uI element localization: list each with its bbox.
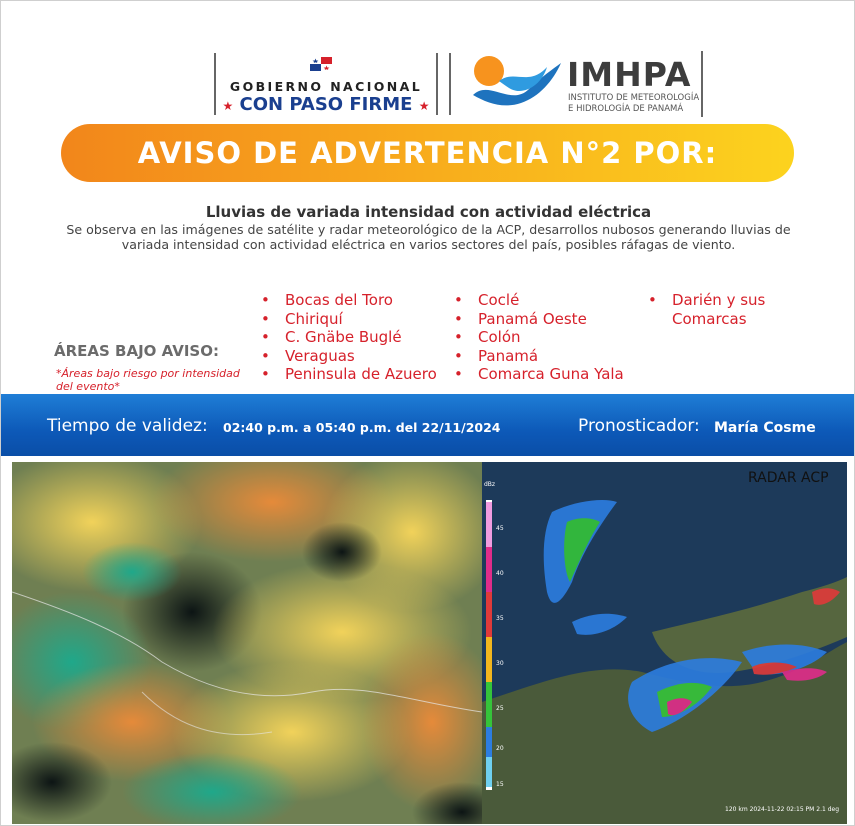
list-item: • Darién y sus Comarcas bbox=[646, 291, 796, 328]
list-item: • Veraguas bbox=[259, 347, 437, 366]
list-item: • Bocas del Toro bbox=[259, 291, 437, 310]
radar-scale-tick: 20 bbox=[496, 745, 504, 752]
radar-scale-tick: 25 bbox=[496, 705, 504, 712]
panama-flag-icon bbox=[310, 57, 332, 71]
radar-scale-tick: 40 bbox=[496, 570, 504, 577]
list-item: • Peninsula de Azuero bbox=[259, 365, 437, 384]
list-item: • Colón bbox=[452, 328, 624, 347]
list-item: • Coclé bbox=[452, 291, 624, 310]
list-item: • Panamá Oeste bbox=[452, 310, 624, 329]
star-icon: ★ bbox=[418, 99, 430, 113]
warning-description: Se observa en las imágenes de satélite y radar meteorológico de la ACP, desarrollos nubosos generando lluvias de variada intensidad con actividad eléctrica en varios sectores del país, posibles ráfagas de viento. bbox=[66, 222, 791, 252]
areas-list-col3 bbox=[646, 291, 796, 328]
list-item: • Panamá bbox=[452, 347, 624, 366]
radar-scale-unit: dBz bbox=[484, 481, 496, 488]
gov-line2: ★ CON PASO FIRME ★ bbox=[222, 94, 430, 115]
warning-banner bbox=[61, 124, 794, 182]
imhpa-logo bbox=[469, 51, 703, 117]
divider bbox=[449, 53, 451, 115]
validity-value: 02:40 p.m. a 05:40 p.m. del 22/11/2024 bbox=[223, 420, 501, 435]
imhpa-logo-icon bbox=[469, 51, 564, 117]
areas-list-col1 bbox=[259, 291, 437, 384]
star-icon: ★ bbox=[222, 99, 234, 113]
gov-line1: GOBIERNO NACIONAL bbox=[229, 79, 423, 94]
radar-scale-tick: 30 bbox=[496, 660, 504, 667]
imhpa-subtitle-2: E HIDROLOGÍA DE PANAMÁ bbox=[568, 104, 684, 114]
warning-subject: Lluvias de variada intensidad con actividad eléctrica bbox=[205, 203, 652, 221]
list-item: • C. Gnäbe Buglé bbox=[259, 328, 437, 347]
validity-label: Tiempo de validez: bbox=[47, 416, 208, 436]
radar-scale-tick: 15 bbox=[496, 781, 504, 788]
radar-footer: 120 km 2024-11-22 02:15 PM 2.1 deg bbox=[725, 806, 840, 813]
areas-title: ÁREAS BAJO AVISO: bbox=[54, 342, 219, 360]
forecaster-name: María Cosme bbox=[714, 420, 816, 436]
list-item: • Chiriquí bbox=[259, 310, 437, 329]
radar-image bbox=[482, 462, 847, 824]
areas-note: *Áreas bajo riesgo por intensidad del evento* bbox=[56, 367, 240, 393]
radar-scale-tick: 35 bbox=[496, 615, 504, 622]
imhpa-name: IMHPA bbox=[567, 55, 692, 94]
areas-list-col2 bbox=[452, 291, 624, 384]
gobierno-nacional-logo bbox=[214, 53, 438, 115]
radar-scale-tick: 45 bbox=[496, 525, 504, 532]
validity-bar bbox=[1, 394, 855, 456]
radar-label: RADAR ACP bbox=[748, 470, 829, 486]
imhpa-subtitle-1: INSTITUTO DE METEOROLOGÍA bbox=[568, 93, 700, 103]
satellite-image bbox=[12, 462, 482, 824]
banner-title: AVISO DE ADVERTENCIA N°2 POR: bbox=[137, 136, 718, 170]
forecaster-label: Pronosticador: bbox=[578, 416, 700, 436]
list-item: • Comarca Guna Yala bbox=[452, 365, 624, 384]
